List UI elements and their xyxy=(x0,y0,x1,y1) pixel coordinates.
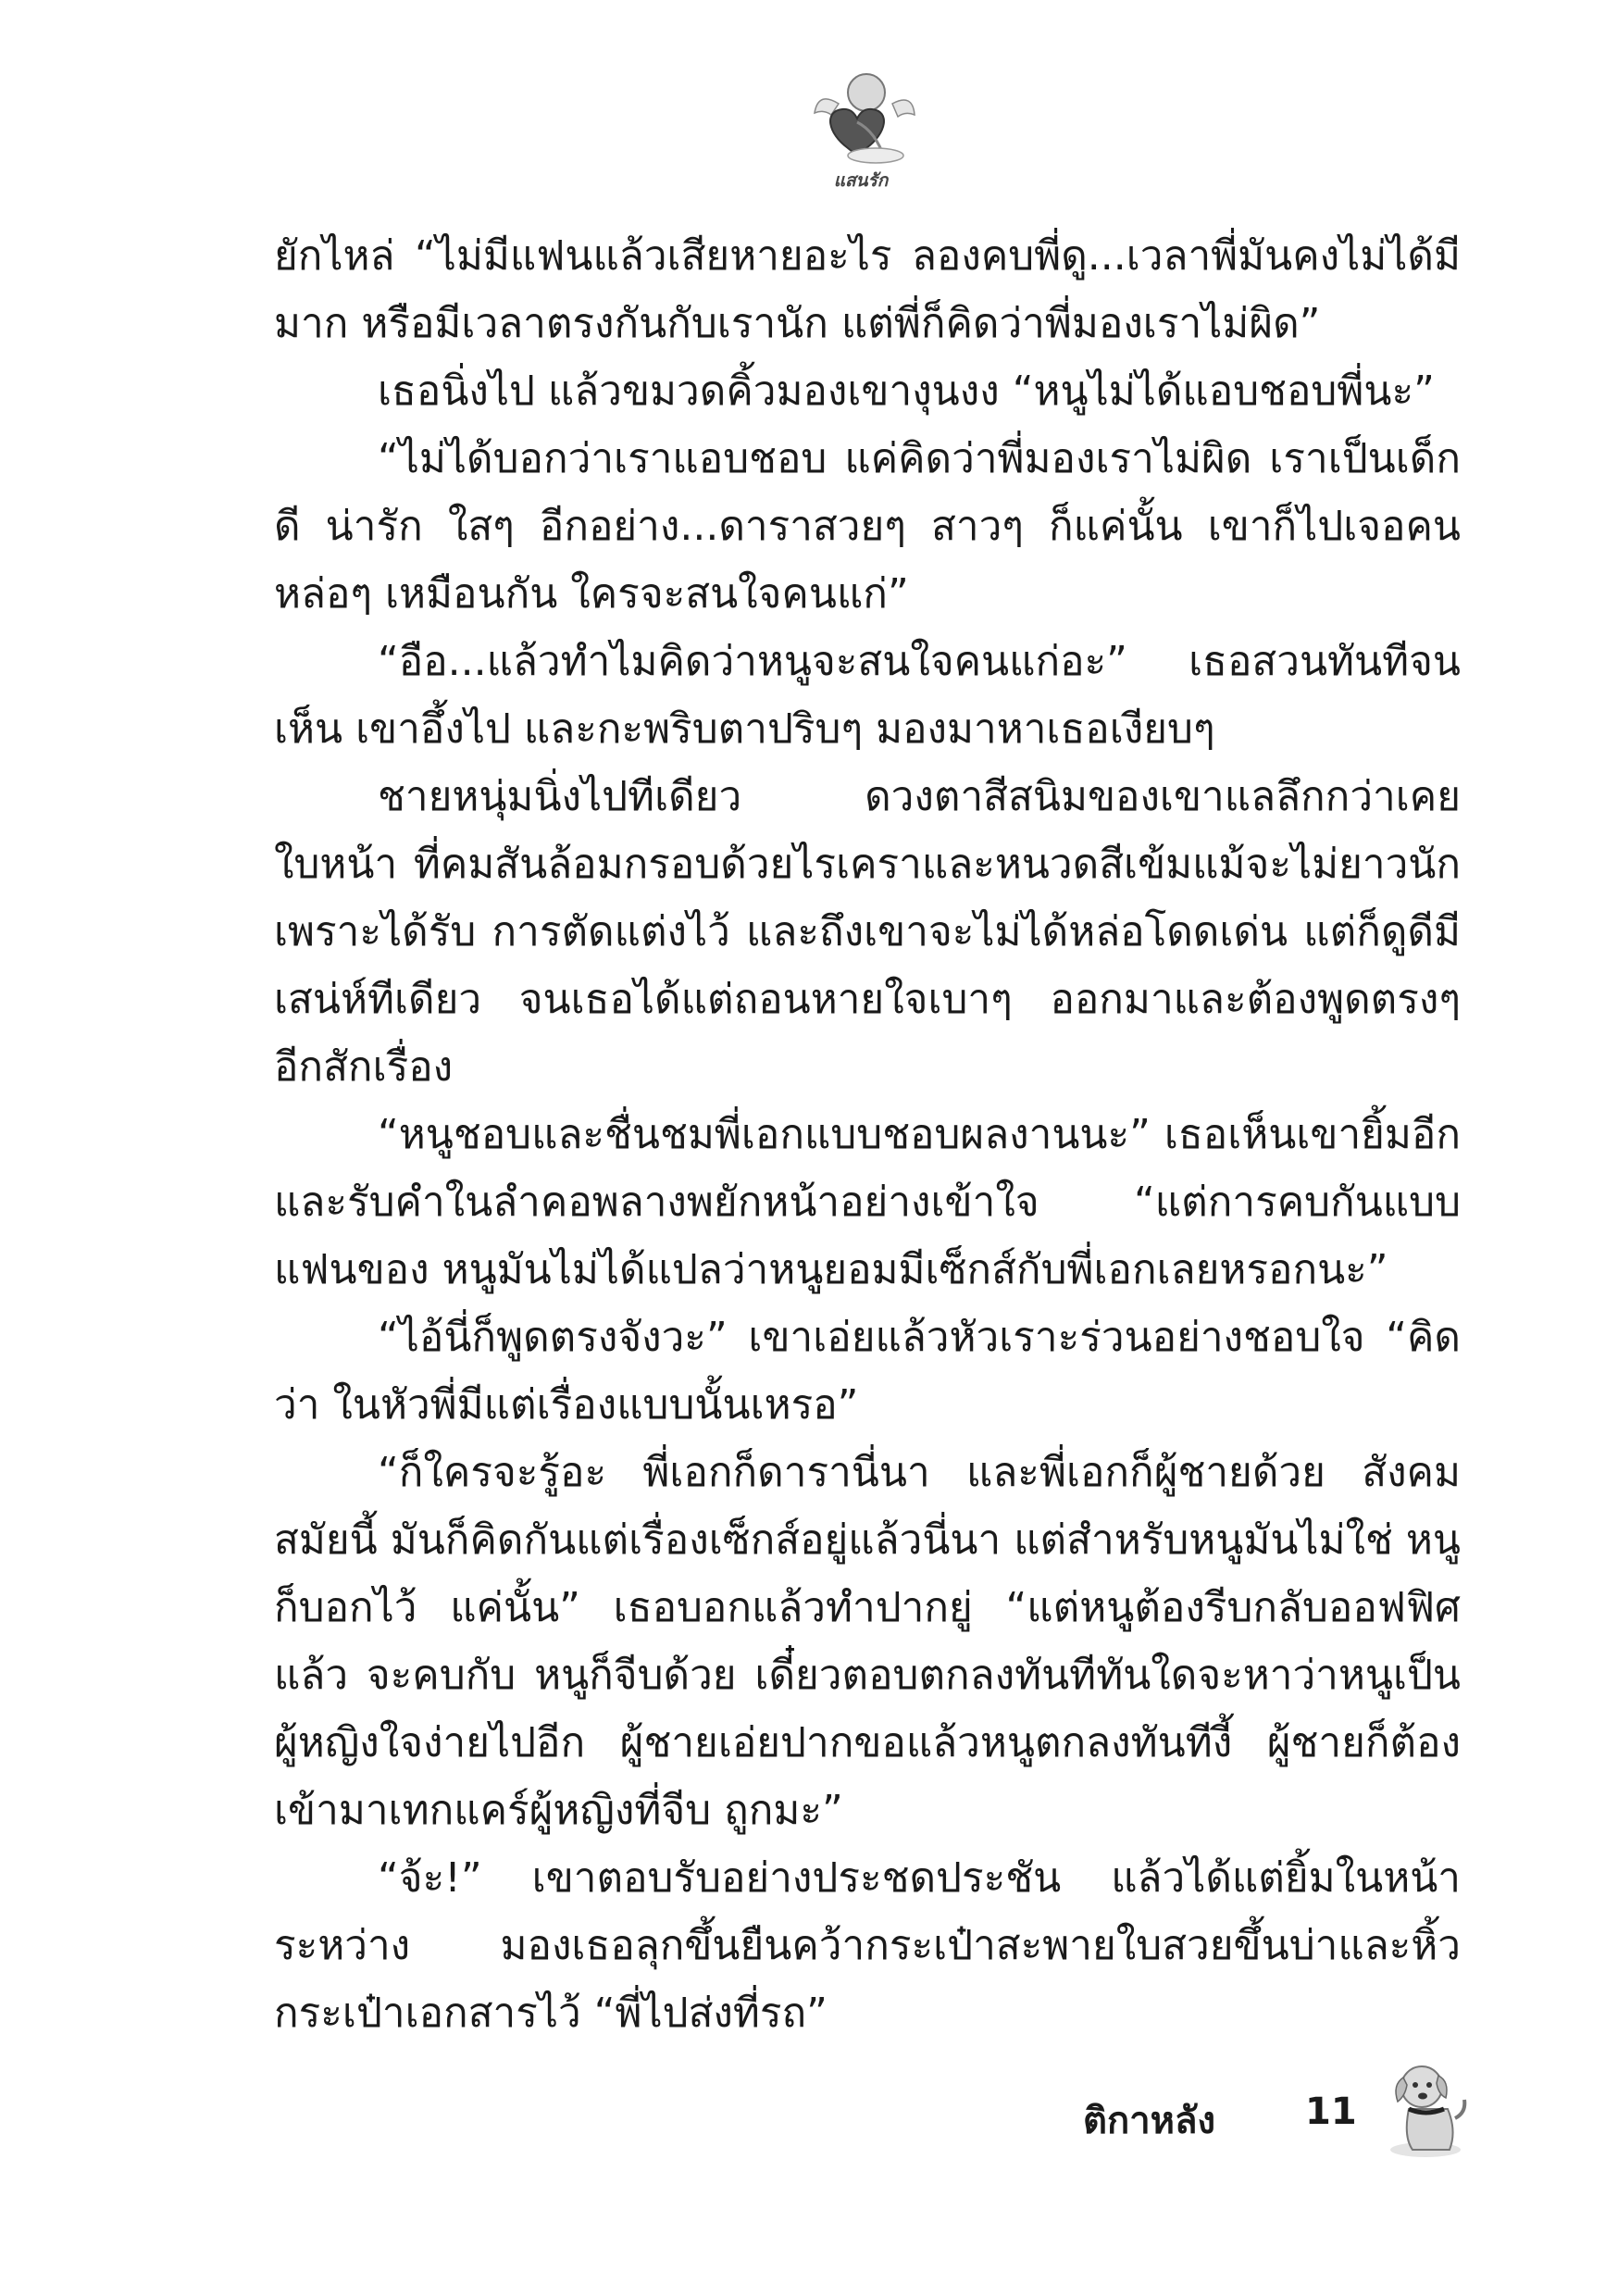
paragraph: “อือ...แล้วทำไมคิดว่าหนูจะสนใจคนแก่อะ” เธอสวนทันทีจนเห็น เขาอึ้งไป และกะพริบตาปริบๆ มองมาหาเธอเงียบๆ xyxy=(274,638,1461,753)
cupid-logo xyxy=(802,67,920,191)
logo-text: แสนรัก xyxy=(833,170,889,191)
story-body xyxy=(274,222,1461,2047)
paragraph: “ไอ้นี่ก็พูดตรงจังวะ” เขาเอ่ยแล้วหัวเราะร่วนอย่างชอบใจ “คิดว่า ในหัวพี่มีแต่เรื่องแบบนั้นเหรอ” xyxy=(274,1314,1461,1429)
paragraph: ชายหนุ่มนิ่งไปทีเดียว ดวงตาสีสนิมของเขาแลลึกกว่าเคย ใบหน้า ที่คมสันล้อมกรอบด้วยไรเคราและหนวดสีเข้มแม้จะไม่ยาวนักเพราะได้รับ การตัดแต่งไว้ และถึงเขาจะไม่ได้หล่อโดดเด่น แต่ก็ดูดีมีเสน่ห์ทีเดียว จนเธอได้แต่ถอนหายใจเบาๆ ออกมาและต้องพูดตรงๆ อีกสักเรื่อง xyxy=(274,773,1461,1091)
paragraph: “ไม่ได้บอกว่าเราแอบชอบ แค่คิดว่าพี่มองเราไม่ผิด เราเป็นเด็กดี น่ารัก ใสๆ อีกอย่าง...ดาราสวยๆ สาวๆ ก็แค่นั้น เขาก็ไปเจอคนหล่อๆ เหมือนกัน ใครจะสนใจคนแก่” xyxy=(274,435,1461,618)
paragraph: เธอนิ่งไป แล้วขมวดคิ้วมองเขางุนงง “หนูไม่ได้แอบชอบพี่นะ” xyxy=(378,368,1435,415)
paragraph: ยักไหล่ “ไม่มีแฟนแล้วเสียหายอะไร ลองคบพี่ดู...เวลาพี่มันคงไม่ได้มีมาก หรือมีเวลาตรงกันกับเรานัก แต่พี่ก็คิดว่าพี่มองเราไม่ผิด” xyxy=(274,232,1461,347)
paragraph: “ก็ใครจะรู้อะ พี่เอกก็ดารานี่นา และพี่เอกก็ผู้ชายด้วย สังคมสมัยนี้ มันก็คิดกันแต่เรื่องเซ็กส์อยู่แล้วนี่นา แต่สำหรับหนูมันไม่ใช่ หนูก็บอกไว้ แค่นั้น” เธอบอกแล้วทำปากยู่ “แต่หนูต้องรีบกลับออฟฟิศแล้ว จะคบกับ หนูก็จีบด้วย เดี๋ยวตอบตกลงทันทีทันใดจะหาว่าหนูเป็นผู้หญิงใจง่ายไปอีก ผู้ชายเอ่ยปากขอแล้วหนูตกลงทันทีงี้ ผู้ชายก็ต้องเข้ามาเทกแคร์ผู้หญิงที่จีบ ถูกมะ” xyxy=(274,1449,1461,1834)
paragraph: “หนูชอบและชื่นชมพี่เอกแบบชอบผลงานนะ” เธอเห็นเขายิ้มอีก และรับคำในลำคอพลางพยักหน้าอย่างเข้าใจ “แต่การคบกันแบบแฟนของ หนูมันไม่ได้แปลว่าหนูยอมมีเซ็กส์กับพี่เอกเลยหรอกนะ” xyxy=(274,1111,1461,1293)
paragraph: “จ้ะ!” เขาตอบรับอย่างประชดประชัน แล้วได้แต่ยิ้มในหน้า ระหว่าง มองเธอลุกขึ้นยืนคว้ากระเป๋าสะพายใบสวยขึ้นบ่าและหิ้วกระเป๋าเอกสารไว้ “พี่ไปส่งที่รถ” xyxy=(274,1854,1461,2037)
dog-icon xyxy=(1381,2053,1470,2163)
page-footer xyxy=(1083,2053,1472,2174)
page-number: 11 xyxy=(1305,2090,1357,2133)
book-title: ติกาหลัง xyxy=(1083,2100,1216,2142)
